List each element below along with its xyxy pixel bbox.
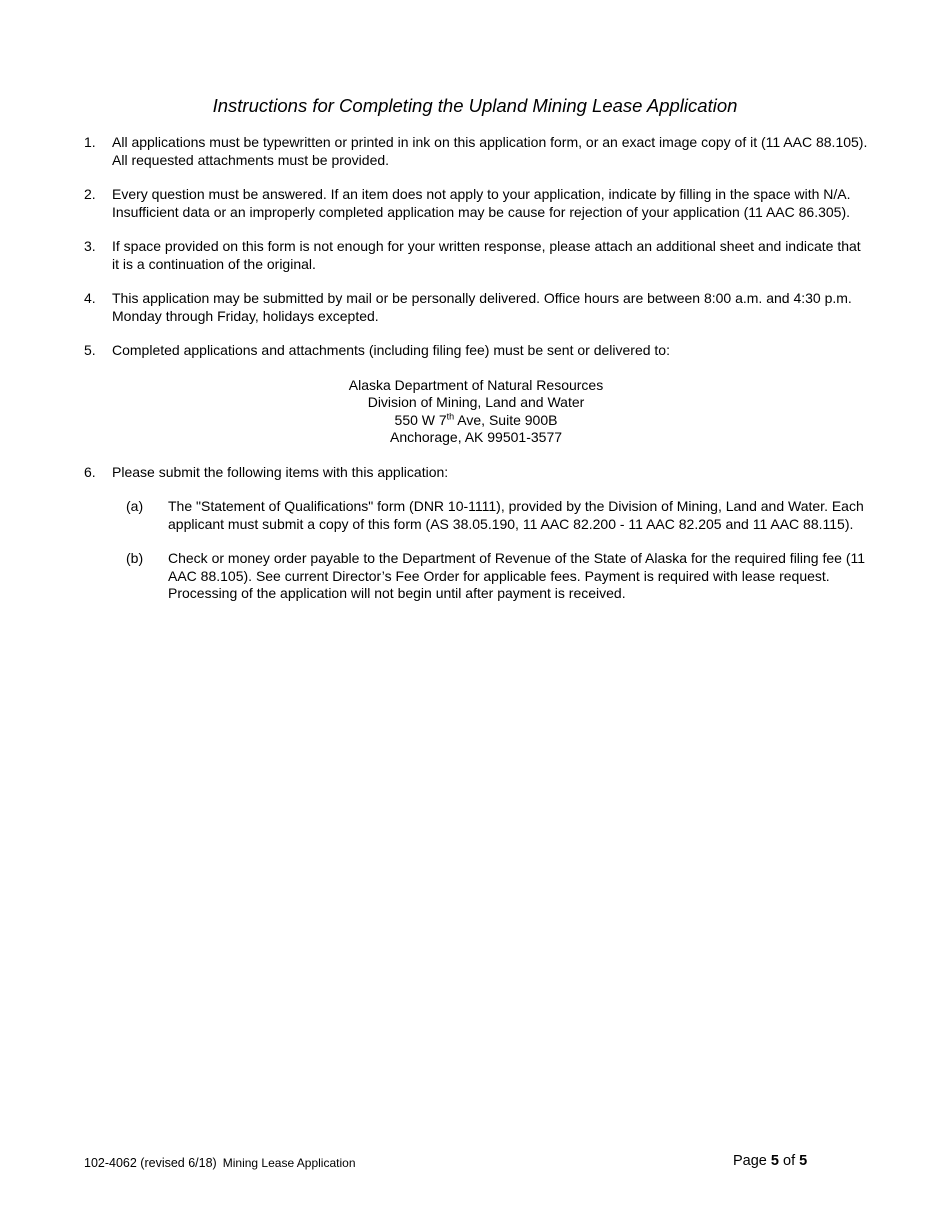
list-item [84,238,868,273]
street-rest: Ave, Suite 900B [454,411,558,428]
mailing-address [84,377,868,447]
sub-list-item [84,498,868,533]
sub-item-text: The "Statement of Qualifications" form (DNR 10-1111), provided by the Division of Mining, Land and Water. Each applicant must submit a copy of this form (AS 38.05.190, 11 AAC 82.200 - 11 AAC 82.205 and 11 AAC 88.115). [168,498,864,532]
form-number: 102-4062 (revised 6/18) [84,1156,217,1170]
page-title: Instructions for Completing the Upland Mining Lease Application [212,95,738,116]
address-line: Alaska Department of Natural Resources [348,376,604,393]
instructions-list [84,134,868,620]
list-item [84,186,868,221]
item-number: 5. [84,342,96,358]
page-current: 5 [770,1153,779,1169]
item-text: Every question must be answered. If an item does not apply to your application, indicate by filling in the space with N/A. Insufficient data or an improperly completed application may be cause for rejection of your application (11 AAC 86.305). [112,186,851,220]
page-of: of [783,1153,796,1169]
item-text: All applications must be typewritten or printed in ink on this application form, or an exact image copy of it (11 AAC 88.105). All requested attachments must be provided. [112,134,868,168]
list-item [84,464,868,482]
address-line: Anchorage, AK 99501-3577 [389,429,563,445]
address-line: Division of Mining, Land and Water [367,394,585,410]
list-item [84,134,868,169]
item-number: 3. [84,238,96,254]
address-line [84,412,868,430]
ordinal-suffix: th [446,410,455,421]
item-text: If space provided on this form is not enough for your written response, please attach an additional sheet and indicate that it is a continuation of the original. [112,238,861,272]
list-item [84,342,868,360]
item-number: 6. [84,463,96,480]
sub-item-label: (a) [126,498,144,514]
item-text: Please submit the following items with this application: [112,463,449,480]
item-text: This application may be submitted by mail or be personally delivered. Office hours are between 8:00 a.m. and 4:30 p.m. Monday through Friday, holidays excepted. [112,290,852,324]
form-footer [84,1155,356,1173]
sub-list-item [84,550,868,603]
item-number: 4. [84,290,96,306]
page-total: 5 [799,1153,808,1169]
page-label: Page [733,1153,767,1169]
sub-item-label: (b) [126,550,144,566]
street-number: 550 W 7 [394,411,447,428]
submission-items-list [84,498,868,603]
page-number [733,1153,807,1171]
form-name: Mining Lease Application [222,1156,356,1170]
item-number: 1. [84,134,96,150]
sub-item-text: Check or money order payable to the Department of Revenue of the State of Alaska for the required filing fee (11 AAC 88.105). See current Director’s Fee Order for applicable fees. Payment is required with lease request. Processing of the application will not begin until after payment is received. [168,550,866,601]
list-item [84,290,868,325]
item-text: Completed applications and attachments (including filing fee) must be sent or delivered to: [112,342,670,358]
item-number: 2. [84,186,96,202]
